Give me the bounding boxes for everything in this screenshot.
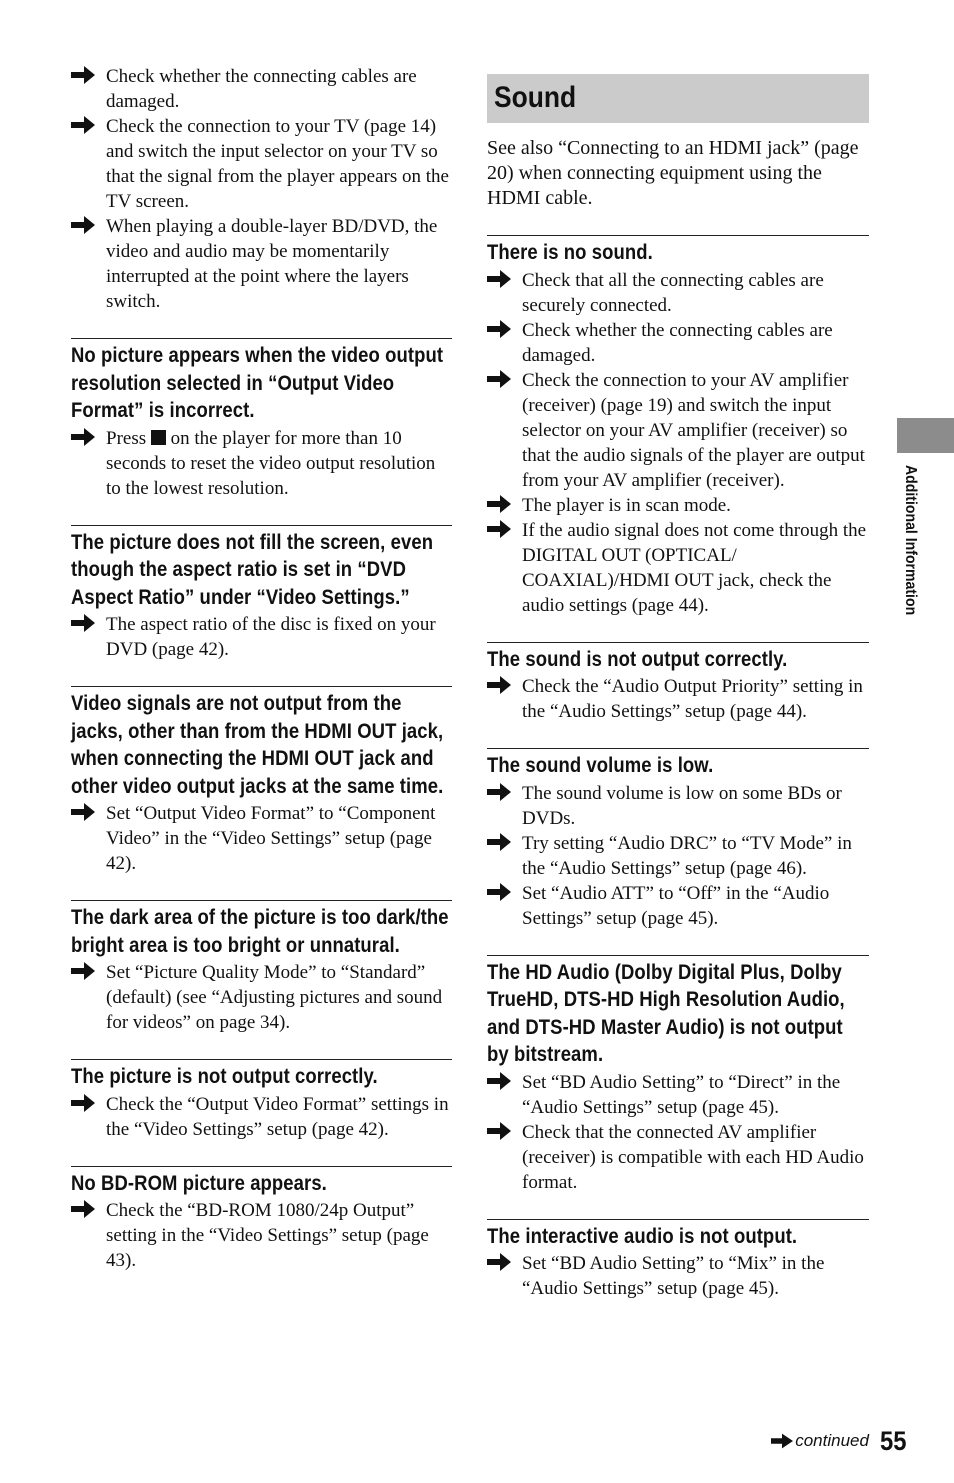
page-footer bbox=[771, 1424, 910, 1458]
bullet-text: Set “Output Video Format” to “Component Video” in the “Video Settings” setup (page 42). bbox=[106, 803, 436, 874]
bullet-text: Check the “BD-ROM 1080/24p Output” setting in the “Video Settings” setup (page 43). bbox=[106, 1200, 429, 1271]
troubleshooting-section bbox=[71, 686, 452, 876]
bullet-item bbox=[487, 1120, 869, 1195]
arrow-right-icon bbox=[487, 832, 511, 852]
bullet-text: Check whether the connecting cables are damaged. bbox=[106, 66, 417, 112]
arrow-right-icon bbox=[487, 1071, 511, 1091]
arrow-right-icon bbox=[71, 1199, 95, 1219]
section-heading: The dark area of the picture is too dark/the bright area is too bright or unnatural. bbox=[71, 906, 449, 957]
arrow-right-icon bbox=[487, 1252, 511, 1272]
arrow-right-icon bbox=[71, 65, 95, 85]
bullet-item bbox=[487, 674, 869, 724]
arrow-right-icon bbox=[71, 427, 95, 447]
bullet-text: Set “BD Audio Setting” to “Direct” in the “Audio Settings” setup (page 45). bbox=[522, 1071, 841, 1118]
bullet-list bbox=[71, 612, 452, 662]
bullet-text: If the audio signal does not come through the DIGITAL OUT (OPTICAL/ COAXIAL)/HDMI OUT jack, check the audio settings (page 44). bbox=[522, 519, 867, 616]
bullet-item bbox=[487, 781, 869, 831]
arrow-right-icon bbox=[71, 613, 95, 633]
arrow-right-icon bbox=[71, 115, 95, 135]
arrow-right-icon bbox=[487, 369, 511, 389]
bullet-item bbox=[71, 214, 452, 314]
arrow-right-icon bbox=[487, 782, 511, 802]
section-heading: Video signals are not output from the jacks, other than from the HDMI OUT jack, when connecting the HDMI OUT jack and other video output jacks at the same time. bbox=[71, 692, 444, 798]
sound-section-banner bbox=[487, 74, 869, 123]
section-heading: The HD Audio (Dolby Digital Plus, Dolby TrueHD, DTS-HD High Resolution Audio, and DTS-HD Master Audio) is not output by bitstream. bbox=[487, 960, 845, 1066]
page-number: 55 bbox=[879, 1425, 907, 1456]
arrow-right-icon bbox=[487, 1121, 511, 1141]
bullet-item bbox=[487, 368, 869, 493]
bullet-text: Check the connection to your TV (page 14) and switch the input selector on your TV so that the signal from the player appears on the TV screen. bbox=[106, 116, 449, 212]
arrow-right-icon bbox=[71, 961, 95, 981]
bullet-item bbox=[71, 612, 452, 662]
troubleshooting-section bbox=[71, 1059, 452, 1142]
troubleshooting-section bbox=[71, 1166, 452, 1274]
bullet-item bbox=[71, 1092, 452, 1142]
bullet-text: Check the “Output Video Format” settings in the “Video Settings” setup (page 42). bbox=[106, 1093, 449, 1140]
bullet-list bbox=[71, 1198, 452, 1273]
bullet-text: When playing a double-layer BD/DVD, the video and audio may be momentarily interrupted at the point where the layers switch. bbox=[106, 216, 438, 312]
side-tab-label-text: Additional Information bbox=[902, 465, 919, 616]
section-heading: There is no sound. bbox=[487, 241, 653, 264]
section-heading: The picture does not fill the screen, even though the aspect ratio is set in “DVD Aspect Ratio” under “Video Settings.” bbox=[71, 530, 434, 609]
continued-arrow-icon bbox=[771, 1433, 793, 1449]
arrow-right-icon bbox=[71, 1093, 95, 1113]
arrow-right-icon bbox=[487, 319, 511, 339]
bullet-list bbox=[71, 960, 452, 1035]
section-heading: The interactive audio is not output. bbox=[487, 1224, 798, 1248]
bullet-list bbox=[487, 674, 869, 724]
bullet-list bbox=[71, 426, 452, 501]
bullet-item bbox=[71, 64, 452, 114]
bullet-text: Try setting “Audio DRC” to “TV Mode” in the “Audio Settings” setup (page 46). bbox=[522, 832, 852, 879]
arrow-right-icon bbox=[487, 269, 511, 289]
bullet-item bbox=[71, 960, 452, 1035]
troubleshooting-section bbox=[487, 748, 869, 931]
arrow-right-icon bbox=[487, 519, 511, 539]
bullet-item bbox=[487, 1070, 869, 1120]
troubleshooting-section bbox=[71, 525, 452, 663]
bullet-text: Set “Audio ATT” to “Off” in the “Audio Settings” setup (page 45). bbox=[522, 882, 830, 929]
section-heading: The sound volume is low. bbox=[487, 754, 714, 777]
bullet-item bbox=[487, 881, 869, 931]
left-sections bbox=[71, 338, 452, 1273]
bullet-text: Set “BD Audio Setting” to “Mix” in the “Audio Settings” setup (page 45). bbox=[522, 1253, 825, 1299]
bullet-list bbox=[487, 1070, 869, 1195]
bullet-item bbox=[487, 518, 869, 618]
troubleshooting-section bbox=[487, 642, 869, 725]
bullet-list bbox=[487, 268, 869, 618]
bullet-text: Press bbox=[106, 427, 151, 449]
sound-intro-text: See also “Connecting to an HDMI jack” (page 20) when connecting equipment using the HDMI cable. bbox=[487, 137, 859, 209]
continued-label: continued bbox=[795, 1431, 869, 1450]
bullet-text: on the player for more than 10 seconds to reset the video output resolution to the lowest resolution. bbox=[106, 427, 436, 499]
right-sections bbox=[487, 235, 869, 1301]
bullet-item bbox=[487, 318, 869, 368]
side-tab-label bbox=[900, 465, 922, 655]
bullet-text: Check that the connected AV amplifier (receiver) is compatible with each HD Audio format. bbox=[522, 1121, 864, 1193]
section-heading: The sound is not output correctly. bbox=[487, 647, 788, 671]
bullet-item bbox=[71, 426, 452, 501]
section-heading: No BD-ROM picture appears. bbox=[71, 1171, 327, 1195]
bullet-text: The player is in scan mode. bbox=[522, 494, 731, 516]
bullet-text: Set “Picture Quality Mode” to “Standard” (default) (see “Adjusting pictures and sound for videos” on page 34). bbox=[106, 962, 443, 1033]
arrow-right-icon bbox=[71, 802, 95, 822]
right-column bbox=[487, 64, 869, 1301]
bullet-item bbox=[487, 831, 869, 881]
bullet-list bbox=[487, 781, 869, 931]
troubleshooting-section bbox=[487, 235, 869, 618]
bullet-text: Check the “Audio Output Priority” setting in the “Audio Settings” setup (page 44). bbox=[522, 676, 863, 722]
left-column bbox=[71, 64, 452, 1273]
bullet-item bbox=[487, 493, 869, 518]
top-bullet-list bbox=[71, 64, 452, 314]
bullet-item bbox=[71, 1198, 452, 1273]
bullet-list bbox=[71, 801, 452, 876]
section-heading: The picture is not output correctly. bbox=[71, 1065, 378, 1088]
troubleshooting-section bbox=[487, 1219, 869, 1302]
bullet-item bbox=[71, 801, 452, 876]
side-tab-marker bbox=[897, 418, 954, 453]
bullet-item bbox=[487, 1251, 869, 1301]
bullet-text: Check that all the connecting cables are securely connected. bbox=[522, 269, 824, 316]
bullet-text: The aspect ratio of the disc is fixed on your DVD (page 42). bbox=[106, 614, 436, 660]
arrow-right-icon bbox=[487, 675, 511, 695]
arrow-right-icon bbox=[71, 215, 95, 235]
troubleshooting-section bbox=[487, 955, 869, 1195]
bullet-text: Check whether the connecting cables are damaged. bbox=[522, 319, 833, 366]
bullet-item bbox=[487, 268, 869, 318]
bullet-list bbox=[487, 1251, 869, 1301]
troubleshooting-section bbox=[71, 900, 452, 1035]
bullet-list bbox=[71, 1092, 452, 1142]
section-heading: No picture appears when the video output resolution selected in “Output Video Format” is incorrect. bbox=[71, 344, 444, 422]
troubleshooting-section bbox=[71, 338, 452, 501]
bullet-item bbox=[71, 114, 452, 214]
stop-square-icon bbox=[151, 430, 166, 445]
section-heading-sound: Sound bbox=[494, 81, 577, 114]
arrow-right-icon bbox=[487, 494, 511, 514]
bullet-text: Check the connection to your AV amplifier (receiver) (page 19) and switch the input selector on your AV amplifier (receiver) so that the audio signals of the player are output from your AV amplifier (receiver). bbox=[522, 369, 865, 491]
arrow-right-icon bbox=[487, 882, 511, 902]
bullet-text: The sound volume is low on some BDs or DVDs. bbox=[522, 782, 842, 829]
